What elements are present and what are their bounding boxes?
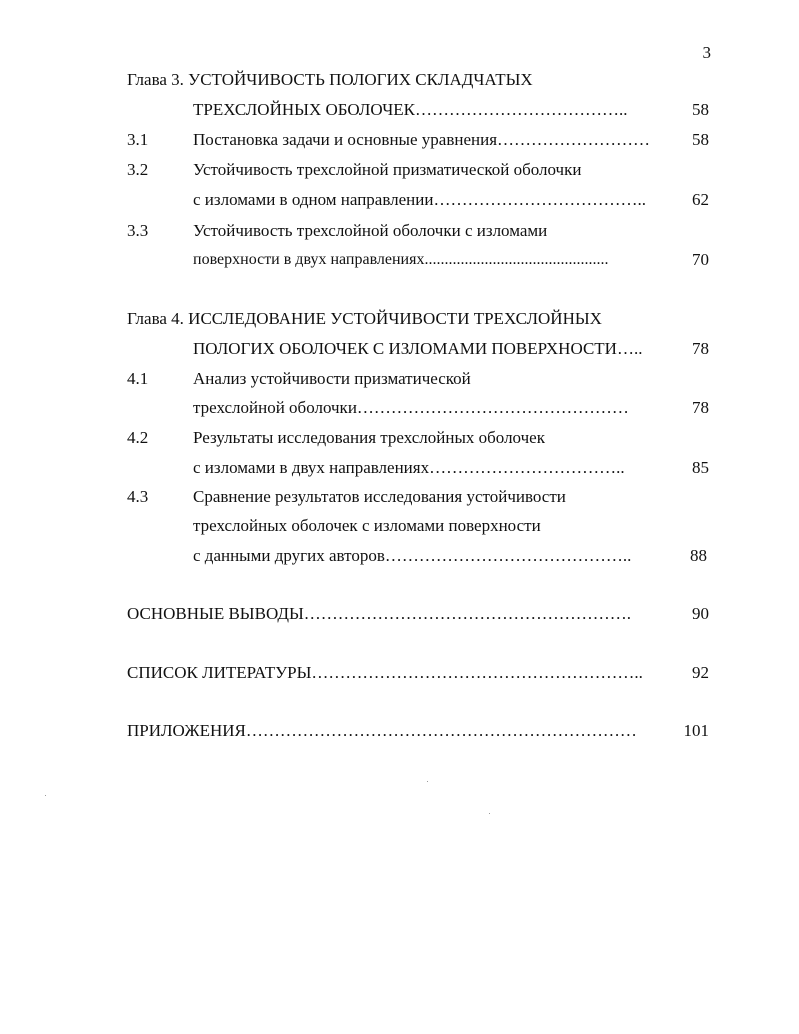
conclusions-label: ОСНОВНЫЕ ВЫВОДЫ…………………………………………………. xyxy=(127,604,632,623)
chapter-4-heading-line1: Глава 4. ИССЛЕДОВАНИЕ УСТОЙЧИВОСТИ ТРЕХСЛОЙНЫХ xyxy=(127,309,602,328)
references-label: СПИСОК ЛИТЕРАТУРЫ………………………………………………….. xyxy=(127,663,643,682)
section-page: 88 xyxy=(690,546,707,565)
section-number: 3.3 xyxy=(127,221,149,240)
scan-speck xyxy=(45,795,46,796)
section-number: 4.1 xyxy=(127,369,149,388)
section-title-line1: Результаты исследования трехслойных оболочек xyxy=(193,428,545,447)
chapter-3-page: 58 xyxy=(692,100,709,119)
chapter-3-heading-line1: Глава 3. УСТОЙЧИВОСТЬ ПОЛОГИХ СКЛАДЧАТЫХ xyxy=(127,70,533,89)
page-number: 3 xyxy=(702,43,711,62)
section-number: 4.2 xyxy=(127,428,149,447)
section-number: 3.2 xyxy=(127,160,149,179)
section-page: 85 xyxy=(692,458,709,477)
chapter-4-heading-line2: ПОЛОГИХ ОБОЛОЧЕК С ИЗЛОМАМИ ПОВЕРХНОСТИ….. xyxy=(193,339,643,358)
section-number: 3.1 xyxy=(127,130,149,149)
section-page: 70 xyxy=(692,250,709,269)
section-title: Постановка задачи и основные уравнения……………………… xyxy=(193,130,651,149)
section-title-line2: трехслойных оболочек с изломами поверхности xyxy=(193,516,541,535)
section-page: 78 xyxy=(692,398,709,417)
section-title-line1: Устойчивость трехслойной оболочки с изломами xyxy=(193,221,548,240)
appendices-label: ПРИЛОЖЕНИЯ…………………………………………………………… xyxy=(127,721,637,740)
chapter-4-page: 78 xyxy=(692,339,709,358)
scan-speck xyxy=(489,813,490,814)
section-title-line3: с данными других авторов…………………………………….. xyxy=(193,546,632,565)
section-title-line2: поверхности в двух направлениях.............................................. xyxy=(193,251,609,268)
section-title-line2: трехслойной оболочки………………………………………… xyxy=(193,398,629,417)
references-page: 92 xyxy=(692,663,709,682)
section-page: 58 xyxy=(692,130,709,149)
section-title-line2: с изломами в двух направлениях…………………………….. xyxy=(193,458,625,477)
scan-speck xyxy=(427,781,428,782)
section-number: 4.3 xyxy=(127,487,149,506)
section-title-line1: Анализ устойчивости призматической xyxy=(193,369,471,388)
section-title-line2: с изломами в одном направлении……………………………….. xyxy=(193,190,646,209)
conclusions-page: 90 xyxy=(692,604,709,623)
section-title-line1: Устойчивость трехслойной призматической оболочки xyxy=(193,160,582,179)
chapter-3-heading-line2: ТРЕХСЛОЙНЫХ ОБОЛОЧЕК……………………………….. xyxy=(193,100,628,119)
appendices-page: 101 xyxy=(683,721,709,740)
section-title-line1: Сравнение результатов исследования устойчивости xyxy=(193,487,566,506)
section-page: 62 xyxy=(692,190,709,209)
